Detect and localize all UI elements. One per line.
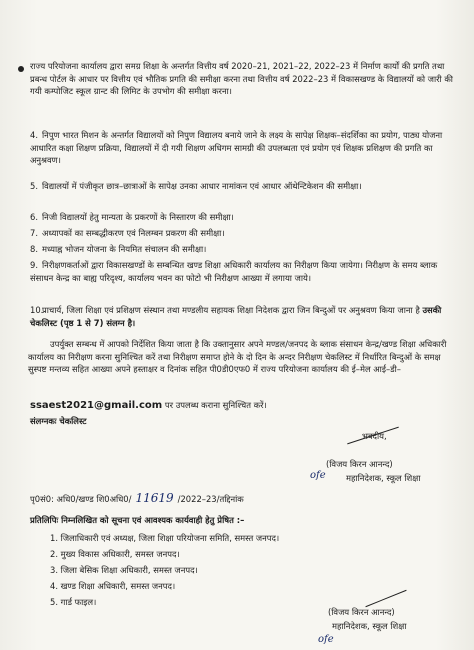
list-item-7: 7. अध्यापकों का सम्बद्धीकरण एवं निलम्बन प्रकरण की समीक्षा। (30, 228, 225, 238)
email-address: ssaest2021@gmail.com (30, 400, 163, 411)
handwritten-initials-2: ofe (318, 634, 334, 645)
regards-text: भवदीय, (362, 431, 387, 441)
bullet-marker (18, 66, 24, 72)
instruction-paragraph: उपर्युक्त सम्बन्ध में आपको निर्देशित किया जाता है कि उक्तानुसार अपने मण्डल/जनपद के ब्लाक संसाधन केन्द्र/खण्ड शिक्षा अधिकारी कार्यालय का निरीक्षण करना सुनिश्चित करें तथा निरीक्षण समाप्त होने के दो दिन के अन्दर निरीक्षण चेकलिस्ट में निर्धारित बिन्दुओं के समक्ष सुस्पष्ट मन्तव्य सहित आख्या अपने हस्ताक्षर व दिनांक सहित पी0डी0एफ0 में राज्य परियोजना कार्यालय की ई–मेल आई–डी– (28, 339, 447, 375)
enclosure-label: संलग्नकः चेकलिस्ट (30, 416, 87, 426)
list-item-6: 6. निजी विद्यालयों हेतु मान्यता के प्रकरणों के निस्तारण की समीक्षा। (30, 212, 234, 222)
list-item-10: 10.प्राचार्य, जिला शिक्षा एवं प्रशिक्षण संस्थान तथा मण्डलीय सहायक शिक्षा निदेशक द्वारा जिन बिन्दुओं पर अनुश्रवण किया जाना है उसकी चेकलिस्ट (पृष्ठ 1 से 7) संलग्न है। (30, 305, 442, 328)
handwritten-initials: ofe (310, 470, 326, 481)
list-item-5: 5. विद्यालयों में पंजीकृत छात्र–छात्राओं के सापेक्ष उनका आधार नामांकन एवं आधार ऑथेन्टिकेशन की समीक्षा। (30, 181, 362, 191)
reference-number: 11619 (135, 491, 174, 505)
list-item-8: 8. मध्याह्न भोजन योजना के नियमित संचालन की समीक्षा। (30, 244, 207, 254)
signatory-designation: महानिदेशक, स्कूल शिक्षा (346, 473, 421, 483)
email-line: ssaest2021@gmail.com पर उपलब्ध कराना सुनिश्चित करें। (30, 400, 267, 411)
cc-item-4: 4. खण्ड शिक्षा अधिकारी, समस्त जनपद। (50, 581, 176, 591)
cc-item-2: 2. मुख्य विकास अधिकारी, समस्त जनपद। (50, 549, 180, 559)
signatory-name: (विजय किरन आनन्द) (326, 459, 393, 469)
cc-item-3: 3. जिला बेसिक शिक्षा अधिकारी, समस्त जनपद। (50, 565, 198, 575)
list-item-4: 4. निपुण भारत मिशन के अन्तर्गत विद्यालयों को निपुण विद्यालय बनाये जाने के लक्ष्य के सापेक्ष शिक्षक–संदर्शिका का प्रयोग, पाठ्य योजना आधारित कक्षा शिक्षण प्रक्रिया, विद्यालयों में दी गयी शिक्षण अधिगम सामग्री की उपलब्धता एवं प्रयोग एवं शिक्षक प्रशिक्षण की प्रगति का अनुश्रवण। (30, 130, 443, 166)
signature-scribble-2 (365, 590, 406, 607)
copy-to-heading: प्रतिलिपिः निम्नलिखित को सूचना एवं आवश्यक कार्यवाही हेतु प्रेषित :– (30, 515, 245, 525)
paragraph-3: राज्य परियोजना कार्यालय द्वारा समग्र शिक्षा के अन्तर्गत वित्तीय वर्ष 2020–21, 2021–22, 2022–23 में निर्माण कार्यों की प्रगति तथा प्रबन्ध पोर्टल के आधार पर वित्तीय एवं भौतिक प्रगति की समीक्षा करना तथा वित्तीय वर्ष 2022–23 में विकासखण्ड के विद्यालयों को जारी की गयी कम्पोजिट स्कूल ग्रान्ट की लिमिट के उपभोग की समीक्षा करना। (30, 61, 453, 97)
cc-item-1: 1. जिलाधिकारी एवं अध्यक्ष, जिला शिक्षा परियोजना समिति, समस्त जनपद। (50, 533, 280, 543)
reference-line: पृ0सं0: अधि0/खण्ड शि0अधि0/ 11619 /2022–23/तद्दिनांक (30, 491, 244, 505)
list-item-9: 9. निरीक्षणकर्ताओं द्वारा विकासखण्डों के सम्बन्धित खण्ड शिक्षा अधिकारी कार्यालय का निरीक्षण किया जायेगा। निरीक्षण के समय ब्लाक संसाधन केन्द्र का बाह्य परिदृश्य, कार्यालय भवन का फोटो भी निरीक्षण आख्या में लगाया जाये। (30, 260, 438, 283)
signatory-name-2: (विजय किरन आनन्द) (328, 607, 395, 617)
signatory-designation-2: महानिदेशक, स्कूल शिक्षा (332, 621, 407, 631)
cc-item-5: 5. गार्ड फाइल। (50, 597, 97, 607)
